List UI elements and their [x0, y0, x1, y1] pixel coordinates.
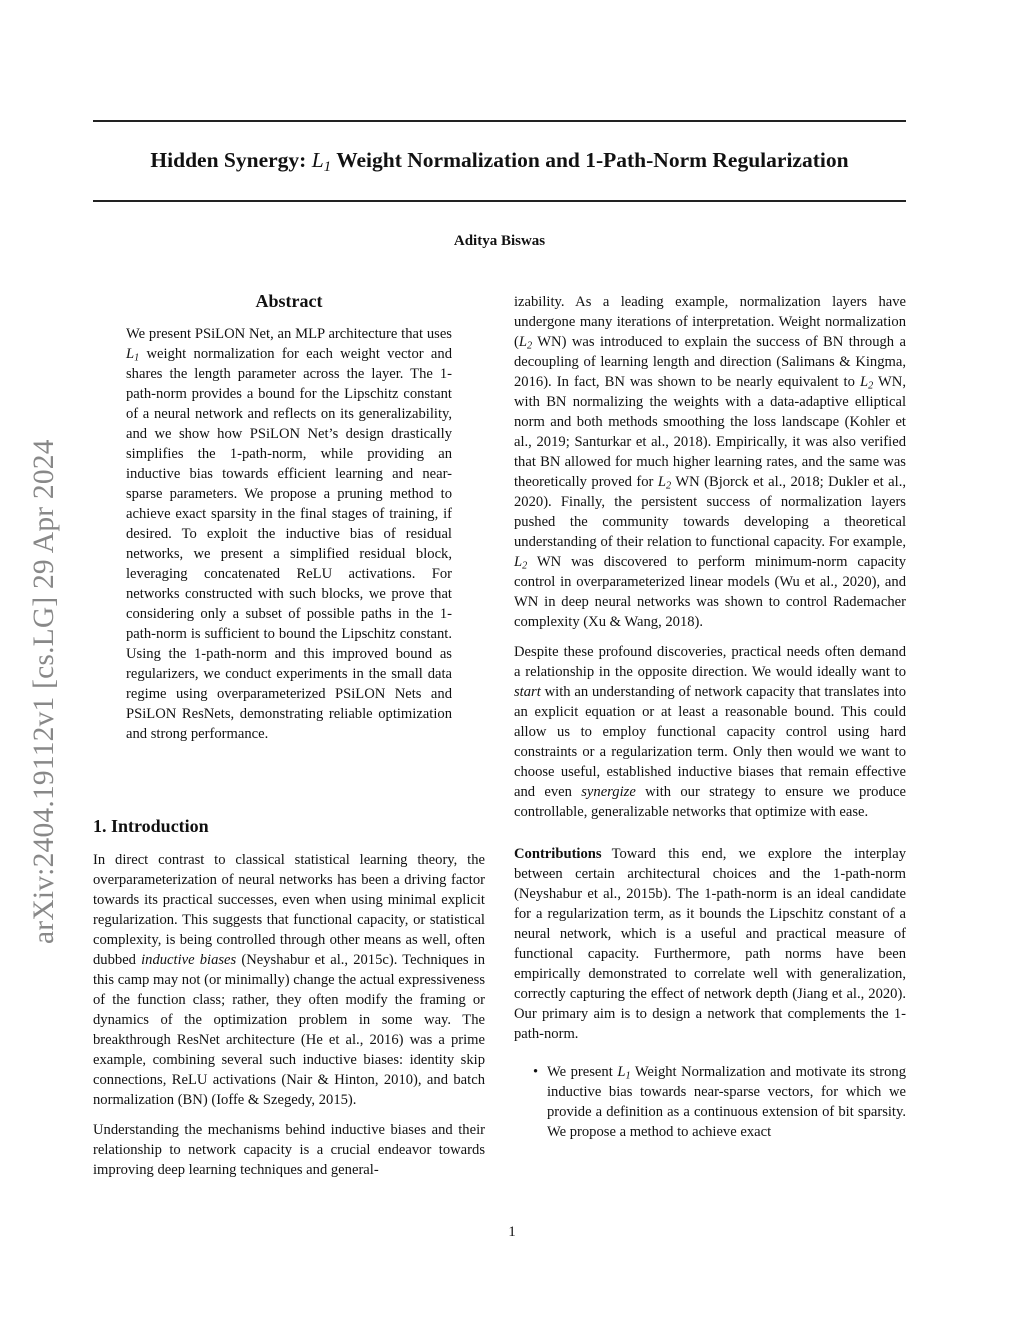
right-paragraph-1: izability. As a leading example, normalization layers have undergone many iterations of interpretation. Weight normalization ($L_2$ WN) was introduced to explain the success of BN through a decoupling of learning length and direction (Salimans & Kingma, 2016). In fact, BN was shown to be nearly equivalent to $L_2$ WN, with BN normalizing the weights with a data-adaptive elliptical norm and both methods smoothing the loss landscape (Kohler et al., 2019; Santurkar et al., 2018). Empirically, it was also verified that BN allowed for much higher learning rates, and the same was theoretically proved for $L_2$ WN (Bjorck et al., 2018; Dukler et al., 2020). Finally, the persistent success of normalization layers pushed the community towards developing a theoretical understanding of their relation to functional capacity. For example, $L_2$ WN was discovered to perform minimum-norm capacity control in overparameterized linear models (Wu et al., 2020), and WN in deep neural networks was shown to control Rademacher complexity (Xu & Wang, 2018). [514, 294, 906, 630]
title-text-post: Weight Normalization and 1-Path-Norm Regularization [331, 148, 849, 172]
title-top-rule [93, 120, 906, 122]
bullet-icon: • [533, 1064, 539, 1080]
abstract-heading: Abstract [255, 291, 323, 311]
emphasis-start: start [514, 684, 541, 700]
math-l2: $L_2$ [859, 374, 874, 392]
right-column [514, 292, 906, 1142]
introduction-heading: 1. Introduction [93, 816, 209, 836]
introduction-section [93, 813, 485, 1180]
emphasis-inductive-biases: inductive biases [141, 952, 237, 968]
list-item: • We present $L_1$ Weight Normalization and motivate its strong inductive bias towards near-sparse vectors, for which we provide a definition as a continuous extension of bit sparsity. We propose a method to achieve exact [533, 1064, 906, 1140]
abstract-section [126, 288, 452, 744]
abstract-body: We present PSiLON Net, an MLP architecture that uses $L_1$ weight normalization for each weight vector and shares the length parameter across the layer. The 1-path-norm provides a bound for the Lipschitz constant of a neural network and reflects on its generalizability, and we show how PSiLON Net’s design drastically simplifies the 1-path-norm, while providing an inductive bias towards efficient learning and near-sparse parameters. We propose a pruning method to achieve exact sparsity in the final stages of training, if desired. To exploit the inductive bias of residual networks, we present a simplified residual block, leveraging concatenated ReLU activations. For networks constructed with such blocks, we prove that considering only a subset of possible paths in the 1-path-norm is sufficient to bound the Lipschitz constant. Using the 1-path-norm and this improved bound as regularizers, we conduct experiments in the small data regime using overparameterized PSiLON Nets and PSiLON ResNets, demonstrating reliable optimization and strong performance. [126, 326, 452, 742]
page-number: 1 [508, 1224, 516, 1240]
math-l1: $L_1$ [126, 346, 140, 364]
contributions-label: Contributions [514, 846, 602, 862]
math-l2: $L_2$ [514, 554, 528, 572]
contributions-list [514, 1062, 906, 1142]
right-paragraph-2: Despite these profound discoveries, practical needs often demand a relationship in the opposite direction. We would ideally want to start with an understanding of network capacity that translates into an explicit equation or at least a reasonable bound. This could allow us to employ functional capacity control using hard constraints or a regularization term. Only then would we want to choose useful, established inductive biases that remain effective and even synergize with our strategy to ensure we produce controllable, generalizable networks that optimize with ease. [514, 644, 906, 820]
intro-paragraph-1: In direct contrast to classical statistical learning theory, the overparameterization of neural networks has been a driving factor towards its practical successes, even when using minimal explicit regularization. This suggests that functional capacity, or statistical complexity, is being controlled through other means as well, often dubbed inductive biases (Neyshabur et al., 2015c). Techniques in this camp may not (or minimally) change the actual expressiveness of the function class; rather, they often modify the framing or dynamics of the optimization problem in some way. The breakthrough ResNet architecture (He et al., 2016) was a prime example, combining several such inductive biases: identity skip connections, ReLU activations (Nair & Hinton, 2010), and batch normalization (BN) (Ioffe & Szegedy, 2015). [93, 852, 485, 1108]
author-name: Aditya Biswas [453, 233, 546, 249]
paper-title [93, 145, 906, 175]
title-text-pre: Hidden Synergy: [150, 148, 312, 172]
math-l1: $L_1$ [617, 1064, 631, 1082]
title-math-symbol: $L_1$ [311, 148, 332, 175]
contributions-paragraph: Contributions Toward this end, we explore the interplay between certain architectural choices and the 1-path-norm (Neyshabur et al., 2015b). The 1-path-norm is an ideal candidate for a regularization term, as it bounds the Lipschitz constant of a neural network, which is a useful and practical measure of functional capacity. Furthermore, path norms have been empirically demonstrated to correlate well with generalization, correctly capturing the effect of network depth (Jiang et al., 2020). Our primary aim is to design a network that complements the 1-path-norm. [514, 846, 906, 1042]
math-l2: $L_2$ [518, 334, 533, 352]
math-l2: $L_2$ [657, 474, 672, 492]
intro-paragraph-2: Understanding the mechanisms behind inductive biases and their relationship to network capacity is a crucial endeavor towards improving deep learning techniques and general- [93, 1122, 485, 1178]
arxiv-identifier: arXiv:2404.19112v1 [cs.LG] 29 Apr 2024 [28, 439, 60, 944]
emphasis-synergize: synergize [581, 784, 636, 800]
title-bottom-rule [93, 200, 906, 202]
